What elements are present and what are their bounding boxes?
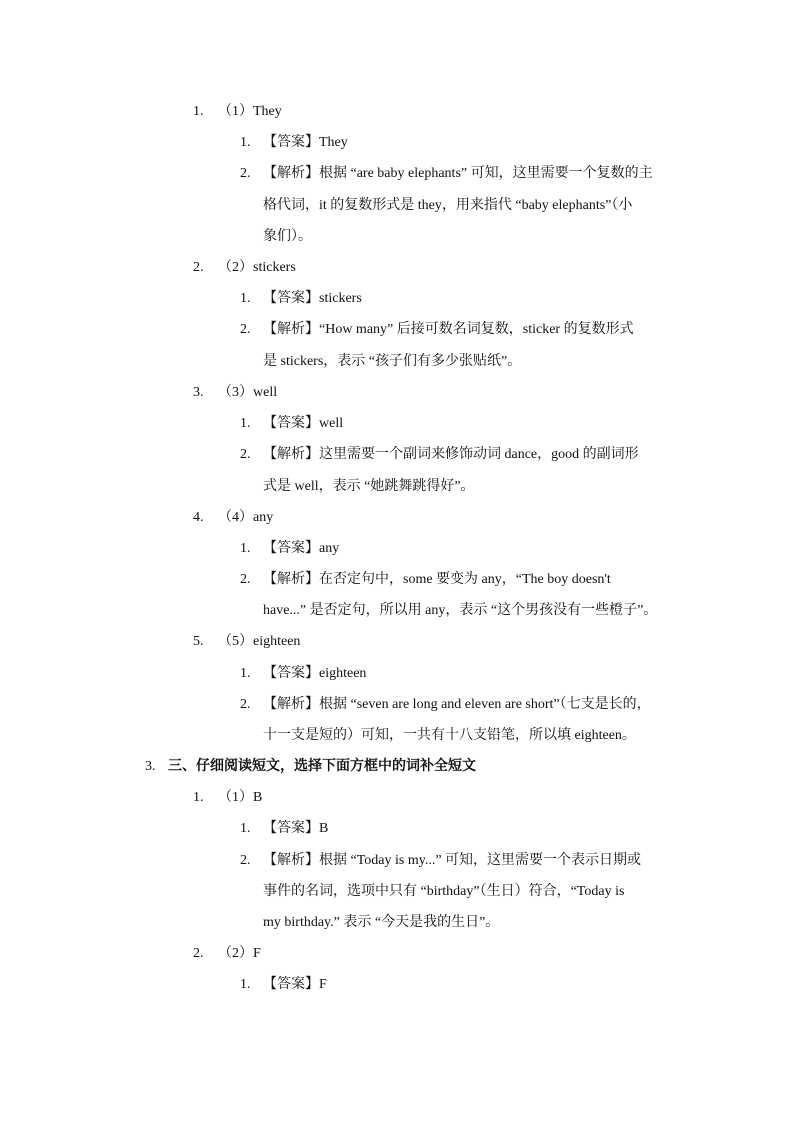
answer-text: 【答案】B (263, 821, 329, 836)
answer-text: 【答案】stickers (263, 291, 362, 306)
item-number: 4. (193, 510, 204, 525)
sub-number: 2. (240, 166, 251, 181)
analysis-line: 象们）。 (263, 229, 312, 244)
sub-number: 2. (240, 447, 251, 462)
item-number: 2. (193, 946, 204, 961)
item-number: 1. (193, 790, 204, 805)
analysis-line: 【解析】这里需要一个副词来修饰动词 dance，good 的副词形 (263, 447, 639, 462)
analysis-line: 式是 well，表示 “她跳舞跳得好”。 (263, 479, 475, 494)
item-label: （4）any (218, 510, 274, 525)
analysis-line: have...” 是否定句，所以用 any，表示 “这个男孩没有一些橙子”。 (263, 603, 658, 618)
section-number: 3. (145, 759, 156, 774)
section-title: 三、仔细阅读短文，选择下面方框中的词补全短文 (168, 759, 476, 774)
item-label: （1）They (218, 104, 282, 119)
sub-number: 2. (240, 697, 251, 712)
item-label: （2）F (218, 946, 261, 961)
item-number: 3. (193, 385, 204, 400)
sub-number: 1. (240, 135, 251, 150)
analysis-line: 【解析】根据 “Today is my...” 可知，这里需要一个表示日期或 (263, 853, 642, 868)
sub-number: 1. (240, 416, 251, 431)
item-label: （3）well (218, 385, 278, 400)
analysis-line: 事件的名词，选项中只有 “birthday”（生日）符合，“Today is (263, 884, 625, 899)
analysis-line: 【解析】根据 “seven are long and eleven are short”（七支是长的， (263, 697, 651, 712)
analysis-line: 格代词，it 的复数形式是 they，用来指代 “baby elephants”（小 (263, 198, 633, 213)
sub-number: 1. (240, 291, 251, 306)
sub-number: 2. (240, 853, 251, 868)
sub-number: 1. (240, 977, 251, 992)
analysis-line: 是 stickers，表示 “孩子们有多少张贴纸”。 (263, 354, 522, 369)
item-number: 2. (193, 260, 204, 275)
answer-text: 【答案】F (263, 977, 327, 992)
item-label: （5）eighteen (218, 634, 301, 649)
sub-number: 2. (240, 322, 251, 337)
answer-text: 【答案】eighteen (263, 666, 367, 681)
analysis-line: 十一支是短的）可知，一共有十八支铅笔，所以填 eighteen。 (263, 728, 636, 743)
analysis-line: 【解析】“How many” 后接可数名词复数，sticker 的复数形式 (263, 322, 634, 337)
answer-text: 【答案】They (263, 135, 348, 150)
answer-text: 【答案】well (263, 416, 344, 431)
sub-number: 1. (240, 666, 251, 681)
item-label: （1）B (218, 790, 263, 805)
sub-number: 1. (240, 541, 251, 556)
analysis-line: 【解析】根据 “are baby elephants” 可知，这里需要一个复数的主 (263, 166, 653, 181)
item-number: 1. (193, 104, 204, 119)
item-number: 5. (193, 634, 204, 649)
item-label: （2）stickers (218, 260, 296, 275)
analysis-line: my birthday.” 表示 “今天是我的生日”。 (263, 915, 500, 930)
sub-number: 2. (240, 572, 251, 587)
analysis-line: 【解析】在否定句中，some 要变为 any，“The boy doesn't (263, 572, 611, 587)
sub-number: 1. (240, 821, 251, 836)
answer-text: 【答案】any (263, 541, 340, 556)
